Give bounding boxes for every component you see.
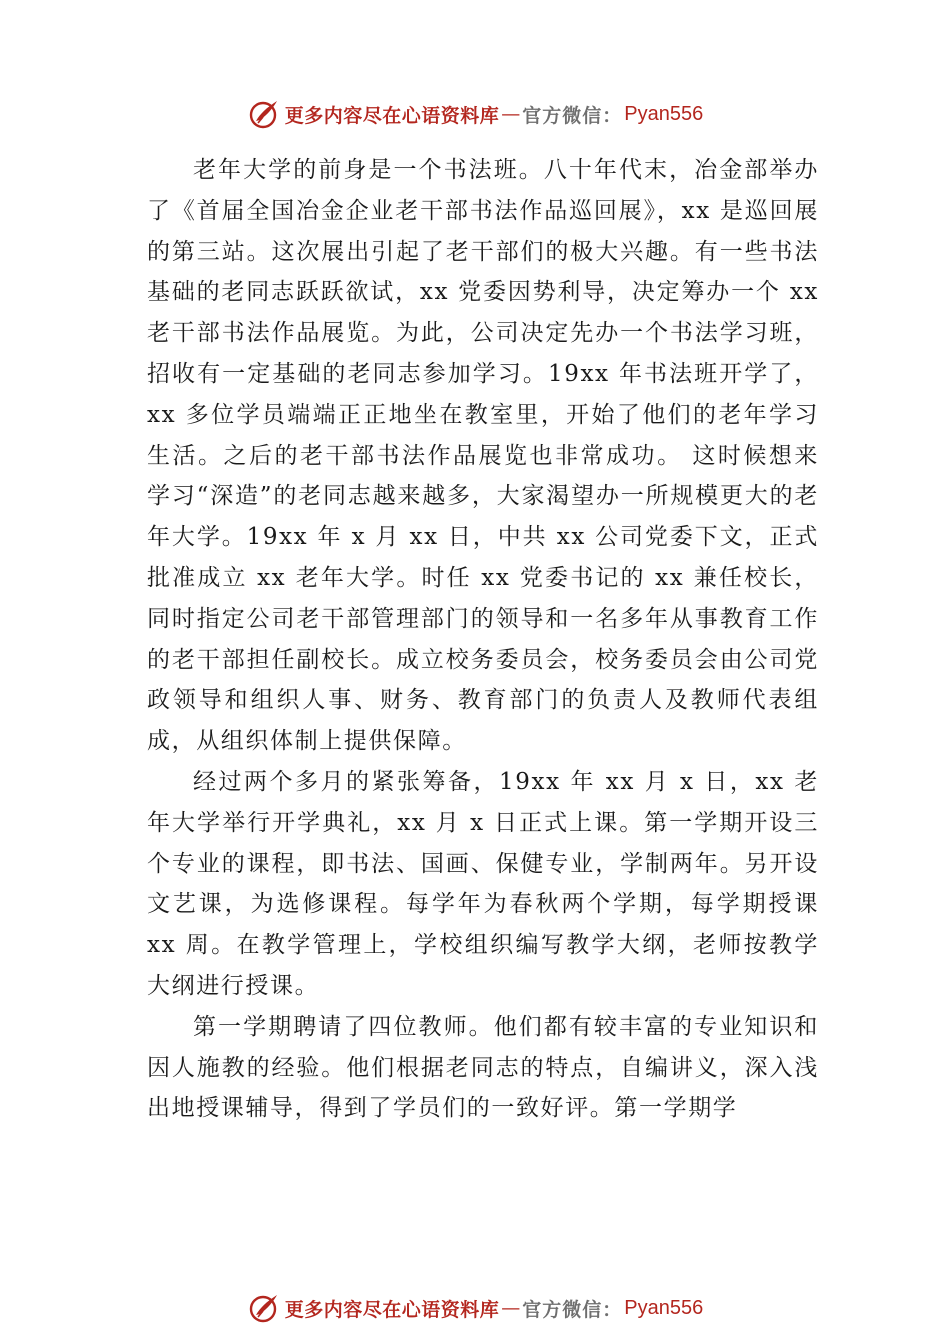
- banner-wechat-label: 官方微信：: [522, 104, 623, 127]
- footer-banner: [0, 1288, 950, 1328]
- body-paragraph: 老年大学的前身是一个书法班。八十年代末，冶金部举办了《首届全国冶金企业老干部书法作品巡回展》，xx 是巡回展的第三站。这次展出引起了老干部们的极大兴趣。有一些书法基础的老同志跃跃欲试，xx 党委因势利导，决定筹办一个 xx 老干部书法作品展览。为此，公司决定先办一个书法学习班，招收有一定基础的老同志参加学习。19xx 年书法班开学了，xx 多位学员端端正正地坐在教室里，开始了他们的老年学习生活。之后的老干部书法作品展览也非常成功。 这时候想来学习“深造”的老同志越来越多，大家渴望办一所规模更大的老年大学。19xx 年 x 月 xx 日，中共 xx 公司党委下文，正式批准成立 xx 老年大学。时任 xx 党委书记的 xx 兼任校长，同时指定公司老干部管理部门的领导和一名多年从事教育工作的老干部担任副校长。成立校务委员会，校务委员会由公司党政领导和组织人事、财务、教育部门的负责人及教师代表组成，从组织体制上提供保障。: [147, 157, 819, 755]
- footer-wechat-id: Pyan556: [624, 1296, 704, 1319]
- document-body: [147, 150, 819, 1129]
- body-paragraph: 第一学期聘请了四位教师。他们都有较丰富的专业知识和因人施教的经验。他们根据老同志的特点，自编讲义，深入浅出地授课辅导，得到了学员们的一致好评。第一学期学: [147, 1013, 819, 1122]
- banner-wechat-id: Pyan556: [624, 102, 704, 125]
- header-banner: [0, 94, 950, 134]
- footer-wechat-label: 官方微信：: [522, 1298, 623, 1321]
- banner-separator: —: [501, 103, 521, 125]
- quill-logo-icon: [247, 1291, 281, 1325]
- banner-title: 更多内容尽在心语资料库: [284, 104, 500, 127]
- footer-separator: —: [501, 1297, 521, 1319]
- quill-logo-icon: [247, 97, 281, 131]
- footer-title: 更多内容尽在心语资料库: [284, 1298, 500, 1321]
- body-paragraph: 经过两个多月的紧张筹备，19xx 年 xx 月 x 日，xx 老年大学举行开学典礼，xx 月 x 日正式上课。第一学期开设三个专业的课程，即书法、国画、保健专业，学制两年。另开设文艺课，为选修课程。每学年为春秋两个学期，每学期授课 xx 周。在教学管理上，学校组织编写教学大纲，老师按教学大纲进行授课。: [147, 768, 819, 999]
